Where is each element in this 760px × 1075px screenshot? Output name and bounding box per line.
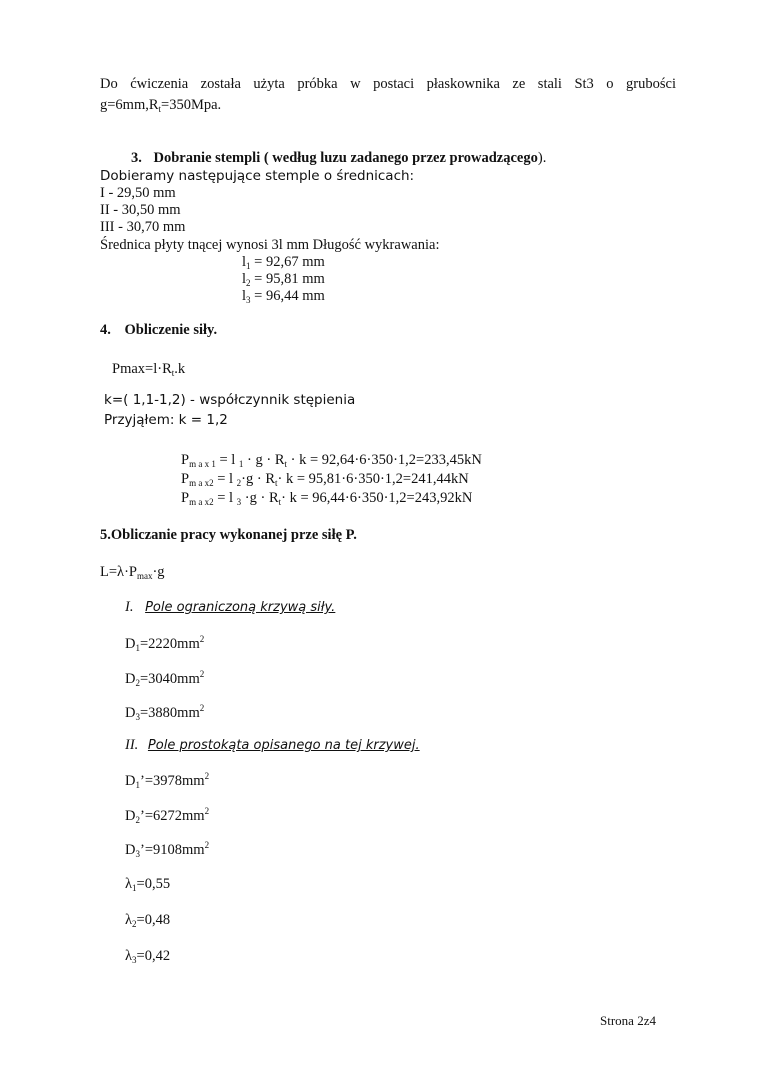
work-formula-a: L=λ·P [100, 564, 137, 580]
area2-d2-sub: 2 [135, 815, 140, 825]
force-calc-1 [181, 452, 482, 469]
calc-3-mid: = l [213, 490, 237, 506]
calc-2-rest: ·g · R [241, 471, 276, 487]
area1-d3 [125, 703, 204, 722]
part1-title: Pole ograniczoną krzywą siły. [145, 600, 336, 615]
area2-d2-val: ’=6272mm [139, 808, 205, 824]
lambda-1-sym: λ [125, 876, 133, 892]
length-2-sym: l [242, 271, 247, 287]
length-2-sub: 2 [246, 278, 251, 288]
length-3-sym: l [242, 288, 247, 304]
length-1-sym: l [242, 254, 247, 270]
area1-d1 [125, 634, 204, 653]
calc-3-rest: ·g · R [241, 490, 279, 506]
lambda-2 [125, 912, 170, 929]
area1-d2-sup: 2 [199, 669, 205, 679]
section3-lead: Dobieramy następujące stemple o średnicach: [100, 168, 415, 184]
calc-1-rest: · g · R [243, 452, 285, 468]
intro-line-2-b: =350Mpa. [161, 97, 222, 113]
section4-title: Obliczenie siły. [124, 322, 218, 338]
work-formula [100, 564, 165, 581]
calc-1-lsub: 1 [238, 459, 244, 469]
stamp-2: II - 30,50 mm [100, 202, 181, 218]
plate-diameter: Średnica płyty tnącej wynosi 3l mm Długość wykrawania: [100, 237, 440, 253]
calc-2-tail: · k = 95,81·6·350·1,2=241,44kN [277, 471, 469, 487]
area1-d1-sub: 1 [135, 643, 140, 653]
calc-2-p: P [181, 471, 190, 487]
area1-d3-sub: 3 [135, 712, 140, 722]
area2-d3 [125, 840, 209, 859]
force-formula-a: Pmax=l·R [112, 361, 172, 377]
work-formula-sub: max [136, 571, 153, 581]
area2-d3-sub: 3 [135, 849, 140, 859]
area2-d2-sup: 2 [204, 806, 210, 816]
calc-1-mid: = l [215, 452, 239, 468]
calc-1-p: P [181, 452, 190, 468]
calc-2-mid: = l [213, 471, 237, 487]
length-1-sub: 1 [246, 261, 251, 271]
intro-line-2 [100, 97, 221, 114]
area2-d1-sub: 1 [135, 780, 140, 790]
calc-3-sub: m a x2 [189, 497, 214, 507]
area2-d1-val: ’=3978mm [139, 773, 205, 789]
area1-d1-sym: D [125, 636, 136, 652]
calc-1-tail: · k = 92,64·6·350·1,2=233,45kN [287, 452, 482, 468]
area2-d3-sup: 2 [204, 840, 210, 850]
part1-heading [125, 599, 335, 616]
length-2 [242, 271, 325, 288]
section3-number: 3. [131, 150, 142, 166]
part2-heading [125, 737, 420, 754]
calc-3-tail: · k = 96,44·6·350·1,2=243,92kN [281, 490, 473, 506]
length-3-val: = 96,44 mm [250, 288, 325, 304]
area1-d1-val: =2220mm [139, 636, 200, 652]
area1-d1-sup: 2 [199, 634, 205, 644]
area2-d2-sym: D [125, 808, 136, 824]
section3-heading [131, 150, 546, 167]
calc-3-lsub: 3 [236, 497, 242, 507]
coefficient-note: k=( 1,1-1,2) - współczynnik stępienia [104, 392, 356, 408]
calc-1-rsub: t [284, 459, 288, 469]
length-3-sub: 3 [246, 295, 251, 305]
section3-title: Dobranie stempli ( według luzu zadanego przez prowadzącego [153, 150, 538, 166]
lambda-2-sym: λ [125, 912, 133, 928]
section4-number: 4. [100, 322, 111, 338]
area1-d3-val: =3880mm [139, 705, 200, 721]
force-formula-b: .k [174, 361, 186, 377]
force-formula [112, 361, 185, 378]
intro-line-2-sub: t [158, 104, 162, 114]
area1-d2 [125, 669, 204, 688]
part2-number: II. [125, 737, 139, 753]
calc-2-sub: m a x2 [189, 478, 214, 488]
length-1-val: = 92,67 mm [250, 254, 325, 270]
lambda-1-val: =0,55 [136, 876, 171, 892]
section3-title-end: ). [537, 150, 547, 166]
calc-3-rsub: t [278, 497, 282, 507]
lambda-3-sym: λ [125, 948, 133, 964]
force-calc-3 [181, 490, 472, 507]
stamp-3: III - 30,70 mm [100, 219, 186, 235]
part2-title: Pole prostokąta opisanego na tej krzywej. [147, 738, 420, 753]
part1-number: I. [125, 599, 134, 615]
intro-line-1: Do ćwiczenia została użyta próbka w postaci płaskownika ze stali St3 o grubości [100, 76, 676, 92]
area2-d1-sup: 2 [204, 771, 210, 781]
lambda-2-sub: 2 [132, 919, 137, 929]
area2-d3-sym: D [125, 842, 136, 858]
lambda-1-sub: 1 [132, 883, 137, 893]
length-1 [242, 254, 325, 271]
work-formula-b: ·g [152, 564, 165, 580]
area1-d2-val: =3040mm [139, 671, 200, 687]
lambda-3-val: =0,42 [136, 948, 171, 964]
calc-2-lsub: 2 [236, 478, 242, 488]
force-calc-2 [181, 471, 469, 488]
area2-d3-val: ’=9108mm [139, 842, 205, 858]
section5-heading: 5.Obliczanie pracy wykonanej prze siłę P. [100, 527, 357, 543]
area1-d2-sym: D [125, 671, 136, 687]
length-3 [242, 288, 325, 305]
length-2-val: = 95,81 mm [250, 271, 325, 287]
area2-d2 [125, 806, 209, 825]
lambda-1 [125, 876, 170, 893]
stamp-1: I - 29,50 mm [100, 185, 176, 201]
area2-d1-sym: D [125, 773, 136, 789]
area1-d2-sub: 2 [135, 678, 140, 688]
calc-3-p: P [181, 490, 190, 506]
calc-2-rsub: t [275, 478, 278, 488]
section4-heading [100, 322, 217, 339]
lambda-2-val: =0,48 [136, 912, 171, 928]
intro-line-2-a: g=6mm,R [100, 97, 159, 113]
area1-d3-sup: 2 [199, 703, 205, 713]
area1-d3-sym: D [125, 705, 136, 721]
lambda-3 [125, 948, 170, 965]
force-formula-sub: t [171, 368, 175, 378]
assumed-coefficient: Przyjąłem: k = 1,2 [104, 412, 228, 428]
lambda-3-sub: 3 [132, 955, 137, 965]
area2-d1 [125, 771, 209, 790]
page-number: Strona 2z4 [600, 1013, 656, 1028]
calc-1-sub: m a x 1 [189, 459, 216, 469]
